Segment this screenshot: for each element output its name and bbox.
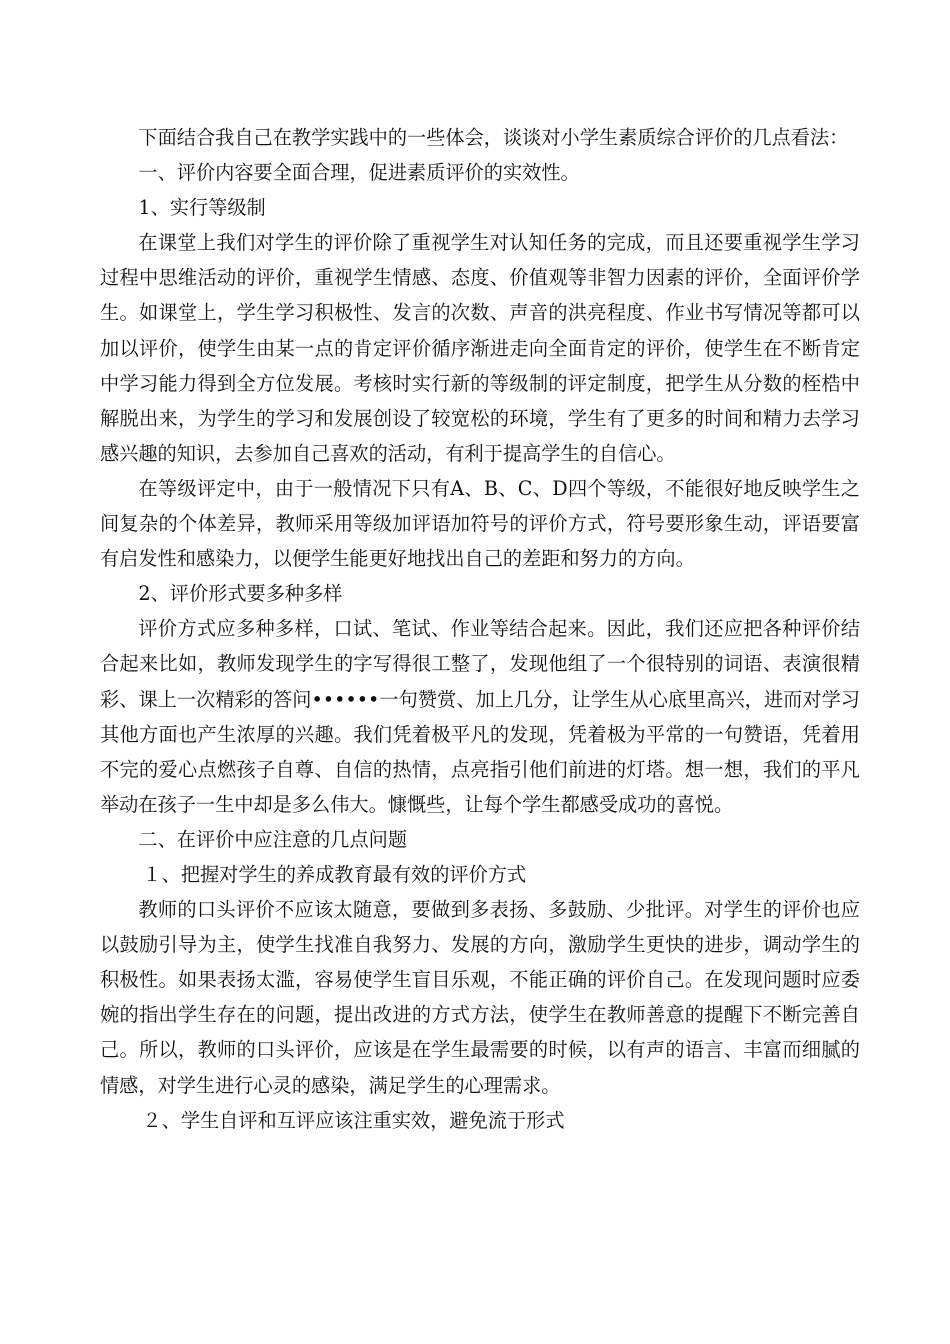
- body-paragraph: 在等级评定中，由于一般情况下只有A、B、C、D四个等级，不能很好地反映学生之间复杂的个体差异，教师采用等级加评语加符号的评价方式，符号要形象生动，评语要富有启发性和感染力，以便学生能更好地找出自己的差距和努力的方向。: [100, 476, 860, 571]
- body-paragraph: 评价方式应多种多样，口试、笔试、作业等结合起来。因此，我们还应把各种评价结合起来比如，教师发现学生的字写得很工整了，发现他组了一个很特别的词语、表演很精彩、课上一次精彩的答问••••••一句赞赏、加上几分，让学生从心底里高兴，进而对学习其他方面也产生浓厚的兴趣。我们凭着极平凡的发现，凭着极为平常的一句赞语，凭着用不完的爱心点燃孩子自尊、自信的热情，点亮指引他们前进的灯塔。想一想，我们的平凡举动在孩子一生中却是多么伟大。慷慨些，让每个学生都感受成功的喜悦。: [100, 617, 860, 816]
- subsection-heading-1-2: 2、评价形式要多种多样: [138, 582, 343, 606]
- subsection-heading-2-1: １、把握对学生的养成教育最有效的评价方式: [142, 862, 527, 886]
- section-heading-2: 二、在评价中应注意的几点问题: [138, 827, 408, 851]
- document-body: [100, 120, 860, 1138]
- body-paragraph: 在课堂上我们对学生的评价除了重视学生对认知任务的完成，而且还要重视学生学习过程中思维活动的评价，重视学生情感、态度、价值观等非智力因素的评价，全面评价学生。如课堂上，学生学习积极性、发言的次数、声音的洪亮程度、作业书写情况等都可以加以评价，使学生由某一点的肯定评价循序渐进走向全面肯定的评价，使学生在不断肯定中学习能力得到全方位发展。考核时实行新的等级制的评定制度，把学生从分数的桎梏中解脱出来，为学生的学习和发展创设了较宽松的环境，学生有了更多的时间和精力去学习感兴趣的知识，去参加自己喜欢的活动，有利于提高学生的自信心。: [100, 231, 860, 465]
- intro-paragraph: 下面结合我自己在教学实践中的一些体会，谈谈对小学生素质综合评价的几点看法：: [138, 126, 849, 149]
- subsection-heading-1-1: 1、实行等级制: [138, 196, 266, 220]
- body-paragraph: 教师的口头评价不应该太随意，要做到多表扬、多鼓励、少批评。对学生的评价也应以鼓励引导为主，使学生找准自我努力、发展的方向，激励学生更快的进步，调动学生的积极性。如果表扬太滥，容易使学生盲目乐观，不能正确的评价自己。在发现问题时应委婉的指出学生存在的问题，提出改进的方式方法，使学生在教师善意的提醒下不断完善自己。所以，教师的口头评价，应该是在学生最需要的时候，以有声的语言、丰富而细腻的情感，对学生进行心灵的感染，满足学生的心理需求。: [100, 898, 860, 1097]
- section-heading-1: 一、评价内容要全面合理，促进素质评价的实效性。: [138, 161, 580, 185]
- subsection-heading-2-2: ２、学生自评和互评应该注重实效，避免流于形式: [142, 1108, 565, 1132]
